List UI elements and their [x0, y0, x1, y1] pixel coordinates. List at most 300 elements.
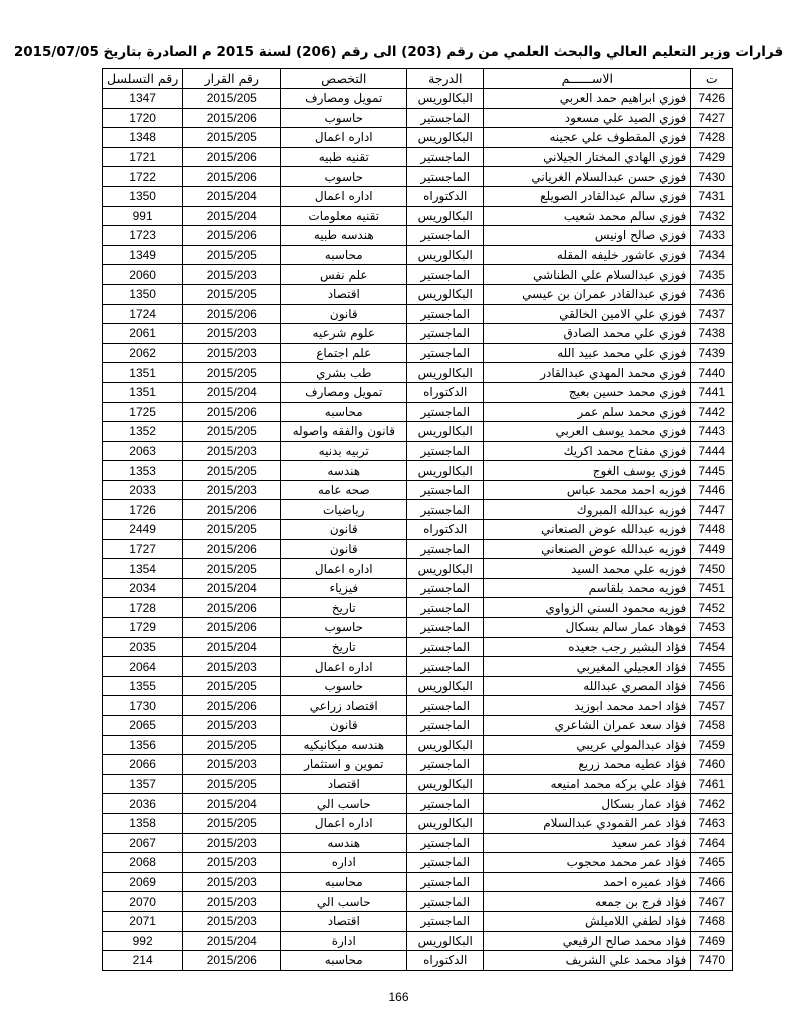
row-name: فوزي صالح اونيس [484, 226, 691, 246]
row-num: 7461 [691, 774, 733, 794]
row-serial: 2062 [103, 343, 183, 363]
row-name: فؤاد عمر القمودي عبدالسلام [484, 813, 691, 833]
row-num: 7444 [691, 441, 733, 461]
row-degree: الماجستير [407, 343, 484, 363]
row-specialty: حاسب الي [281, 794, 407, 814]
row-degree: الماجستير [407, 500, 484, 520]
row-num: 7447 [691, 500, 733, 520]
row-serial: 1353 [103, 461, 183, 481]
row-num: 7466 [691, 872, 733, 892]
table-row [103, 500, 733, 520]
row-name: فوزيه عبدالله عوض الصنعاني [484, 520, 691, 540]
table-row [103, 911, 733, 931]
row-degree: الماجستير [407, 911, 484, 931]
table-row [103, 167, 733, 187]
table-row [103, 520, 733, 540]
row-serial: 1350 [103, 186, 183, 206]
row-degree: الماجستير [407, 872, 484, 892]
row-specialty: علم نفس [281, 265, 407, 285]
row-serial: 1724 [103, 304, 183, 324]
row-serial: 1357 [103, 774, 183, 794]
row-name: فوزي عبدالسلام علي الطناشي [484, 265, 691, 285]
table-row [103, 324, 733, 344]
table-row [103, 696, 733, 716]
row-specialty: رياضيات [281, 500, 407, 520]
row-name: فؤاد محمد صالح الرقيعي [484, 931, 691, 951]
row-decision: 2015/203 [183, 872, 281, 892]
row-serial: 2069 [103, 872, 183, 892]
row-serial: 1349 [103, 245, 183, 265]
row-degree: البكالوريس [407, 284, 484, 304]
table-row [103, 676, 733, 696]
row-serial: 1354 [103, 559, 183, 579]
header-num: ت [691, 69, 733, 89]
page-title: قرارات وزير التعليم العالي والبحث العلمي من رقم (203) الى رقم (206) لسنة 2015 م الصادرة بتاريخ 2015/07/05 [13, 44, 784, 60]
table-row [103, 402, 733, 422]
row-decision: 2015/203 [183, 911, 281, 931]
row-specialty: طب بشري [281, 363, 407, 383]
row-specialty: قانون [281, 520, 407, 540]
table-row [103, 441, 733, 461]
row-name: فؤاد عمر محمد محجوب [484, 853, 691, 873]
row-specialty: اقتصاد [281, 911, 407, 931]
row-serial: 2060 [103, 265, 183, 285]
row-name: فؤاد فرج بن جمعه [484, 892, 691, 912]
row-name: فوزي الهادي المختار الجيلاني [484, 147, 691, 167]
row-specialty: هندسه [281, 461, 407, 481]
row-specialty: اداره اعمال [281, 657, 407, 677]
table-header-row [103, 69, 733, 89]
table-row [103, 206, 733, 226]
row-serial: 1723 [103, 226, 183, 246]
row-decision: 2015/204 [183, 206, 281, 226]
row-degree: الماجستير [407, 108, 484, 128]
table-row [103, 147, 733, 167]
row-decision: 2015/203 [183, 265, 281, 285]
row-name: فؤاد البشير رجب جعيده [484, 637, 691, 657]
row-decision: 2015/206 [183, 147, 281, 167]
row-degree: البكالوريس [407, 735, 484, 755]
row-serial: 1351 [103, 382, 183, 402]
row-num: 7456 [691, 676, 733, 696]
row-num: 7458 [691, 716, 733, 736]
row-num: 7446 [691, 480, 733, 500]
row-decision: 2015/203 [183, 716, 281, 736]
table-row [103, 245, 733, 265]
row-name: فؤاد عمار بسكال [484, 794, 691, 814]
row-specialty: محاسبه [281, 951, 407, 971]
row-serial: 1725 [103, 402, 183, 422]
row-decision: 2015/203 [183, 833, 281, 853]
table-row [103, 226, 733, 246]
row-name: فؤاد سعد عمران الشاعري [484, 716, 691, 736]
row-decision: 2015/206 [183, 500, 281, 520]
row-num: 7450 [691, 559, 733, 579]
row-specialty: اداره اعمال [281, 813, 407, 833]
table-row [103, 304, 733, 324]
row-decision: 2015/203 [183, 480, 281, 500]
row-name: فوزي محمد حسين بعيج [484, 382, 691, 402]
row-decision: 2015/206 [183, 618, 281, 638]
row-decision: 2015/204 [183, 186, 281, 206]
row-num: 7434 [691, 245, 733, 265]
row-name: فوهاد عمار سالم بسكال [484, 618, 691, 638]
row-name: فوزي ابراهيم حمد العربي [484, 89, 691, 109]
row-specialty: قانون والفقه واصوله [281, 422, 407, 442]
table-row [103, 872, 733, 892]
row-serial: 1347 [103, 89, 183, 109]
row-decision: 2015/203 [183, 755, 281, 775]
header-serial: رقم التسلسل [103, 69, 183, 89]
row-num: 7437 [691, 304, 733, 324]
header-degree: الدرجة [407, 69, 484, 89]
table-row [103, 637, 733, 657]
row-num: 7438 [691, 324, 733, 344]
row-degree: البكالوريس [407, 245, 484, 265]
row-serial: 992 [103, 931, 183, 951]
row-num: 7440 [691, 363, 733, 383]
row-serial: 1730 [103, 696, 183, 716]
header-specialty: التخصص [281, 69, 407, 89]
row-decision: 2015/205 [183, 422, 281, 442]
row-num: 7469 [691, 931, 733, 951]
row-serial: 2449 [103, 520, 183, 540]
row-specialty: اداره اعمال [281, 186, 407, 206]
row-specialty: محاسبه [281, 245, 407, 265]
table-row [103, 108, 733, 128]
row-name: فوزي محمد سلم عمر [484, 402, 691, 422]
row-specialty: تموين و استثمار [281, 755, 407, 775]
row-serial: 1720 [103, 108, 183, 128]
row-name: فوزي علي محمد الصادق [484, 324, 691, 344]
row-name: فوزيه علي محمد السيد [484, 559, 691, 579]
row-degree: الماجستير [407, 578, 484, 598]
row-num: 7463 [691, 813, 733, 833]
row-degree: الماجستير [407, 147, 484, 167]
row-specialty: هندسه ميكانيكيه [281, 735, 407, 755]
row-degree: البكالوريس [407, 931, 484, 951]
row-name: فوزي سالم محمد شعيب [484, 206, 691, 226]
row-degree: البكالوريس [407, 89, 484, 109]
table-row [103, 363, 733, 383]
row-name: فوزيه عبدالله عوض الصنعاني [484, 539, 691, 559]
table-row [103, 422, 733, 442]
row-decision: 2015/206 [183, 108, 281, 128]
row-degree: الماجستير [407, 892, 484, 912]
row-specialty: تقنيه معلومات [281, 206, 407, 226]
table-row [103, 461, 733, 481]
row-decision: 2015/206 [183, 226, 281, 246]
row-name: فؤاد عبدالمولي عريبي [484, 735, 691, 755]
row-specialty: حاسوب [281, 167, 407, 187]
row-num: 7448 [691, 520, 733, 540]
row-num: 7432 [691, 206, 733, 226]
row-serial: 214 [103, 951, 183, 971]
row-decision: 2015/206 [183, 402, 281, 422]
row-degree: الماجستير [407, 657, 484, 677]
row-specialty: اداره اعمال [281, 128, 407, 148]
page-number: 166 [388, 990, 409, 1004]
row-degree: الماجستير [407, 833, 484, 853]
row-decision: 2015/205 [183, 559, 281, 579]
row-serial: 2063 [103, 441, 183, 461]
table-row [103, 774, 733, 794]
row-num: 7452 [691, 598, 733, 618]
row-serial: 1348 [103, 128, 183, 148]
row-specialty: قانون [281, 304, 407, 324]
row-num: 7428 [691, 128, 733, 148]
row-num: 7442 [691, 402, 733, 422]
row-decision: 2015/205 [183, 520, 281, 540]
table-row [103, 598, 733, 618]
row-decision: 2015/203 [183, 324, 281, 344]
row-specialty: فيزياء [281, 578, 407, 598]
row-name: فوزي عاشور خليفه المقله [484, 245, 691, 265]
row-decision: 2015/206 [183, 951, 281, 971]
row-name: فوزيه محمود السني الزواوي [484, 598, 691, 618]
row-degree: البكالوريس [407, 461, 484, 481]
row-num: 7465 [691, 853, 733, 873]
row-degree: البكالوريس [407, 774, 484, 794]
row-num: 7443 [691, 422, 733, 442]
row-serial: 1722 [103, 167, 183, 187]
row-decision: 2015/206 [183, 696, 281, 716]
row-num: 7429 [691, 147, 733, 167]
row-degree: الماجستير [407, 618, 484, 638]
row-serial: 2068 [103, 853, 183, 873]
table-row [103, 735, 733, 755]
row-name: فوزي مفتاح محمد اكريك [484, 441, 691, 461]
table-row [103, 618, 733, 638]
row-specialty: علم اجتماع [281, 343, 407, 363]
row-name: فوزيه احمد محمد عباس [484, 480, 691, 500]
table-row [103, 931, 733, 951]
row-specialty: تاريخ [281, 637, 407, 657]
row-specialty: ادارة [281, 931, 407, 951]
row-degree: الماجستير [407, 598, 484, 618]
row-decision: 2015/203 [183, 441, 281, 461]
row-num: 7468 [691, 911, 733, 931]
row-name: فوزي سالم عبدالقادر الصويلع [484, 186, 691, 206]
header-name: الاســــــم [484, 69, 691, 89]
row-num: 7441 [691, 382, 733, 402]
row-name: فوزي حسن عبدالسلام الغرياني [484, 167, 691, 187]
table-row [103, 951, 733, 971]
table-row [103, 813, 733, 833]
row-decision: 2015/205 [183, 128, 281, 148]
table-row [103, 186, 733, 206]
row-num: 7433 [691, 226, 733, 246]
row-decision: 2015/203 [183, 657, 281, 677]
row-serial: 1727 [103, 539, 183, 559]
row-specialty: حاسوب [281, 108, 407, 128]
row-specialty: حاسب الي [281, 892, 407, 912]
row-num: 7455 [691, 657, 733, 677]
row-degree: الماجستير [407, 637, 484, 657]
row-degree: البكالوريس [407, 128, 484, 148]
row-decision: 2015/205 [183, 735, 281, 755]
table-row [103, 128, 733, 148]
row-serial: 1729 [103, 618, 183, 638]
row-specialty: قانون [281, 716, 407, 736]
row-decision: 2015/205 [183, 89, 281, 109]
row-specialty: اقتصاد [281, 284, 407, 304]
row-degree: الماجستير [407, 226, 484, 246]
row-name: فوزي المقطوف علي عجينه [484, 128, 691, 148]
row-degree: البكالوريس [407, 363, 484, 383]
row-num: 7460 [691, 755, 733, 775]
decisions-table [102, 68, 733, 971]
row-serial: 1351 [103, 363, 183, 383]
row-num: 7459 [691, 735, 733, 755]
row-decision: 2015/205 [183, 363, 281, 383]
row-specialty: محاسبه [281, 402, 407, 422]
row-degree: الماجستير [407, 755, 484, 775]
row-degree: الماجستير [407, 539, 484, 559]
row-name: فؤاد لطفي اللاميلش [484, 911, 691, 931]
row-specialty: هندسه طبيه [281, 226, 407, 246]
row-serial: 2064 [103, 657, 183, 677]
table-row [103, 892, 733, 912]
row-name: فؤاد علي بركه محمد امنيعه [484, 774, 691, 794]
row-decision: 2015/205 [183, 245, 281, 265]
row-serial: 991 [103, 206, 183, 226]
row-name: فؤاد عطيه محمد زريع [484, 755, 691, 775]
table-row [103, 794, 733, 814]
row-degree: الماجستير [407, 324, 484, 344]
row-specialty: حاسوب [281, 618, 407, 638]
row-decision: 2015/203 [183, 853, 281, 873]
table-row [103, 853, 733, 873]
row-specialty: اداره [281, 853, 407, 873]
row-num: 7430 [691, 167, 733, 187]
row-num: 7457 [691, 696, 733, 716]
row-serial: 1721 [103, 147, 183, 167]
row-degree: الماجستير [407, 853, 484, 873]
row-name: فوزيه عبدالله المبروك [484, 500, 691, 520]
row-name: فؤاد المصري عبدالله [484, 676, 691, 696]
table-row [103, 343, 733, 363]
row-num: 7436 [691, 284, 733, 304]
table-row [103, 833, 733, 853]
row-num: 7462 [691, 794, 733, 814]
row-serial: 2034 [103, 578, 183, 598]
row-name: فوزي علي محمد عبيد الله [484, 343, 691, 363]
row-serial: 2061 [103, 324, 183, 344]
row-serial: 1358 [103, 813, 183, 833]
row-serial: 2071 [103, 911, 183, 931]
row-decision: 2015/205 [183, 676, 281, 696]
row-specialty: قانون [281, 539, 407, 559]
row-specialty: حاسوب [281, 676, 407, 696]
header-decision: رقم القرار [183, 69, 281, 89]
table-row [103, 559, 733, 579]
row-serial: 2035 [103, 637, 183, 657]
row-specialty: تاريخ [281, 598, 407, 618]
row-num: 7464 [691, 833, 733, 853]
row-num: 7439 [691, 343, 733, 363]
row-num: 7453 [691, 618, 733, 638]
row-serial: 1355 [103, 676, 183, 696]
row-num: 7467 [691, 892, 733, 912]
row-degree: البكالوريس [407, 559, 484, 579]
row-degree: الماجستير [407, 480, 484, 500]
table-row [103, 382, 733, 402]
row-serial: 2066 [103, 755, 183, 775]
row-degree: الماجستير [407, 304, 484, 324]
row-decision: 2015/206 [183, 304, 281, 324]
row-degree: الماجستير [407, 794, 484, 814]
row-degree: الدكتوراه [407, 520, 484, 540]
row-degree: الدكتوراه [407, 951, 484, 971]
row-decision: 2015/204 [183, 637, 281, 657]
row-serial: 2033 [103, 480, 183, 500]
row-name: فؤاد احمد محمد ابوزيد [484, 696, 691, 716]
row-num: 7470 [691, 951, 733, 971]
row-degree: البكالوريس [407, 422, 484, 442]
row-decision: 2015/205 [183, 813, 281, 833]
row-specialty: صحه عامه [281, 480, 407, 500]
row-serial: 1726 [103, 500, 183, 520]
row-name: فؤاد محمد علي الشريف [484, 951, 691, 971]
row-serial: 2070 [103, 892, 183, 912]
table-row [103, 265, 733, 285]
row-serial: 1356 [103, 735, 183, 755]
row-degree: الدكتوراه [407, 382, 484, 402]
row-num: 7435 [691, 265, 733, 285]
row-decision: 2015/204 [183, 794, 281, 814]
table-row [103, 284, 733, 304]
table-row [103, 716, 733, 736]
row-decision: 2015/205 [183, 284, 281, 304]
row-decision: 2015/206 [183, 539, 281, 559]
row-serial: 2067 [103, 833, 183, 853]
row-name: فؤاد عميره احمد [484, 872, 691, 892]
row-decision: 2015/203 [183, 892, 281, 912]
table-row [103, 480, 733, 500]
row-serial: 1728 [103, 598, 183, 618]
row-degree: الماجستير [407, 441, 484, 461]
row-name: فوزيه محمد بلقاسم [484, 578, 691, 598]
row-decision: 2015/206 [183, 598, 281, 618]
row-specialty: تقنيه طبيه [281, 147, 407, 167]
row-degree: الماجستير [407, 402, 484, 422]
row-degree: الماجستير [407, 696, 484, 716]
row-decision: 2015/206 [183, 167, 281, 187]
row-name: فوزي محمد يوسف العربي [484, 422, 691, 442]
row-specialty: تمويل ومصارف [281, 382, 407, 402]
row-decision: 2015/204 [183, 578, 281, 598]
row-num: 7449 [691, 539, 733, 559]
row-degree: البكالوريس [407, 206, 484, 226]
row-name: فؤاد عمر سعيد [484, 833, 691, 853]
row-specialty: تمويل ومصارف [281, 89, 407, 109]
row-decision: 2015/203 [183, 343, 281, 363]
row-specialty: اداره اعمال [281, 559, 407, 579]
row-name: فوزي علي الامين الخالقي [484, 304, 691, 324]
table-row [103, 657, 733, 677]
row-name: فوزي الصيد علي مسعود [484, 108, 691, 128]
row-name: فوزي يوسف الغوج [484, 461, 691, 481]
row-serial: 2065 [103, 716, 183, 736]
table-row [103, 539, 733, 559]
row-serial: 2036 [103, 794, 183, 814]
row-num: 7451 [691, 578, 733, 598]
table-row [103, 578, 733, 598]
row-degree: البكالوريس [407, 676, 484, 696]
row-name: فوزي عبدالقادر عمران بن عيسي [484, 284, 691, 304]
row-num: 7431 [691, 186, 733, 206]
